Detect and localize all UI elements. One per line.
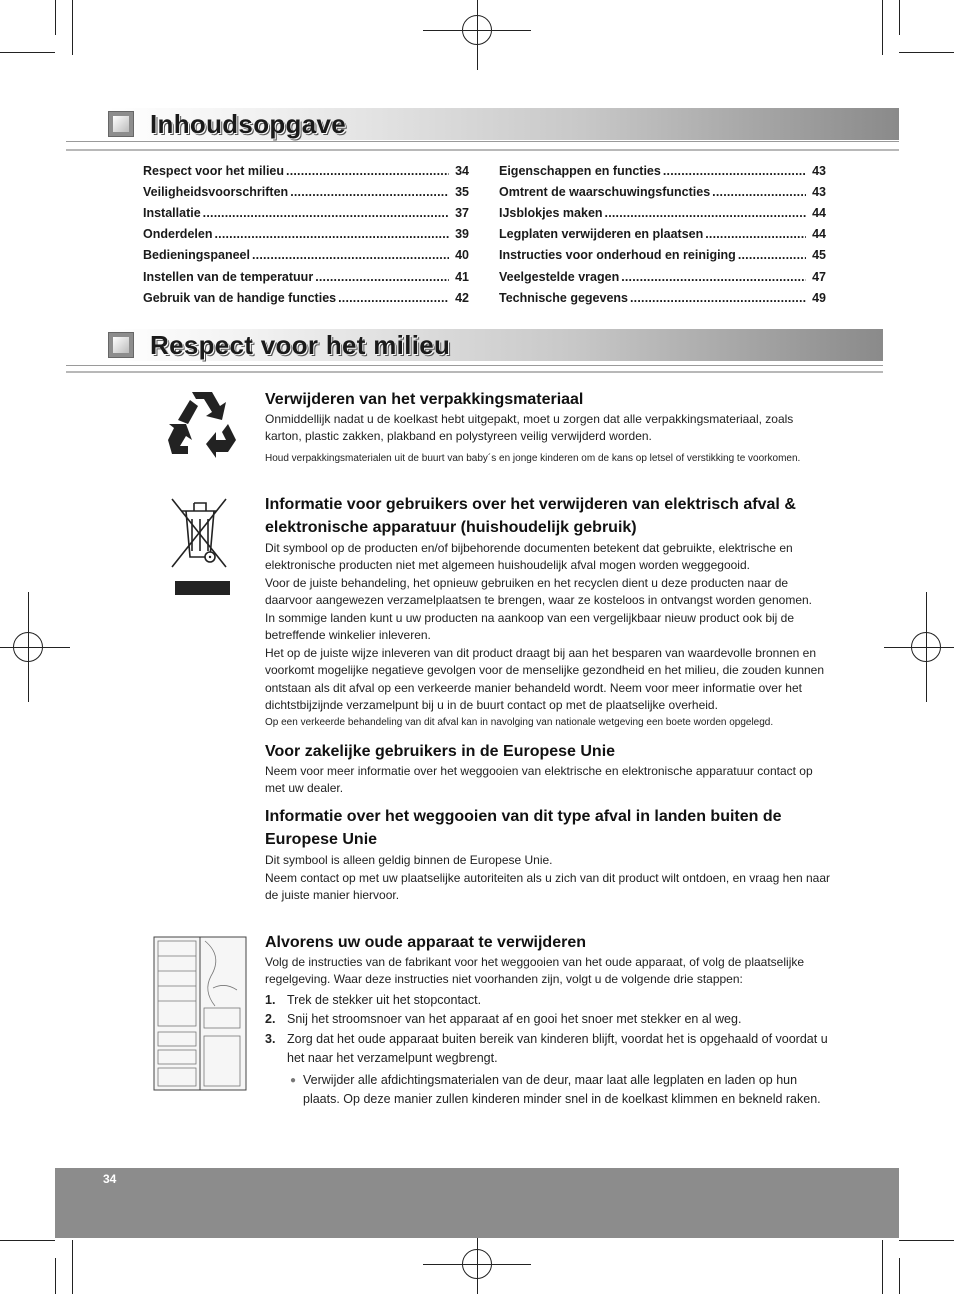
- packaging-heading: Verwijderen van het verpakkingsmateriaal: [265, 391, 584, 408]
- toc-item[interactable]: Eigenschappen en functies ..... 43: [499, 164, 826, 184]
- weee-paragraph: Voor de juiste behandeling, het opnieuw gebruiken en het recyclen dient u deze producten naar de daarvoor aangewezen verzamelplaatsen te brengen, waar ze kosteloos in ontvangst worden genomen.: [265, 576, 813, 608]
- header-square-icon: [108, 332, 134, 358]
- toc-item[interactable]: Instructies voor onderhoud en reiniging ..... 45: [499, 248, 826, 268]
- bullet-item: ● Verwijder alle afdichtingsmaterialen van de deur, maar laat alle legplaten en laden op hun plaats. Op deze manier zullen kinderen minder snel in de koelkast klimmen en bekneld raken.: [290, 1071, 830, 1109]
- weee-paragraph: In sommige landen kunt u uw producten na aankoop van een vergelijkbaar nieuw product ook bij de betreffende winkelier inleveren.: [265, 611, 795, 643]
- toc-item[interactable]: Legplaten verwijderen en plaatsen ..... 44: [499, 227, 826, 247]
- footer-bar: [55, 1168, 899, 1238]
- toc-item[interactable]: Onderdelen ..... 39: [143, 227, 469, 247]
- toc-item[interactable]: Veelgestelde vragen ..... 47: [499, 270, 826, 290]
- bullet-icon: ●: [290, 1075, 297, 1086]
- weee-paragraph: Dit symbool op de producten en/of bijbehorende documenten betekent dat gebruikte, elektrische en elektronische producten niet met algemeen huishoudelijk afval mogen worden weggegooid.: [265, 541, 793, 573]
- toc-item[interactable]: IJsblokjes maken ..... 44: [499, 206, 826, 226]
- outside-eu-heading: Informatie over het weggooien van dit type afval in landen buiten de Europese Unie: [265, 808, 782, 848]
- old-appliance-intro: Volg de instructies van de fabrikant voor het weggooien van het oude apparaat, of volg de plaatselijke regelgeving. Waar deze instructies niet voorhanden zijn, volgt u de volgende drie stappen:: [265, 955, 805, 987]
- weee-heading: Informatie voor gebruikers over het verwijderen van elektrisch afval & elektronische apparatuur (huishoudelijk gebruik): [265, 496, 796, 536]
- outside-eu-paragraph: Dit symbool is alleen geldig binnen de Europese Unie.: [265, 853, 553, 867]
- crossed-bin-icon: [168, 495, 230, 597]
- env-header-bar: [108, 329, 883, 361]
- outside-eu-paragraph: Neem contact op met uw plaatselijke autoriteiten als u zich van dit product wilt ontdoen, en vraag hen naar de juiste manier hiervoor.: [265, 871, 830, 903]
- toc-header-bar: [108, 108, 899, 140]
- toc-item[interactable]: Instellen van de temperatuur ..... 41: [143, 270, 469, 290]
- packaging-text: Onmiddellijk nadat u de koelkast hebt uitgepakt, moet u zorgen dat alle verpakkingsmateriaal, zoals karton, plastic zakken, plakband en polystyreen veilig verwijderd worden.: [265, 412, 794, 444]
- step-item: 2. Snij het stroomsnoer van het apparaat af en gooi het snoer met stekker en al weg.: [265, 1012, 742, 1026]
- toc-item[interactable]: Bedieningspaneel ..... 40: [143, 248, 469, 268]
- toc-item[interactable]: Technische gegevens ..... 49: [499, 291, 826, 311]
- old-appliance-heading: Alvorens uw oude apparaat te verwijderen: [265, 934, 586, 951]
- business-text: Neem voor meer informatie over het weggooien van elektrische en elektronische apparatuur contact op met uw dealer.: [265, 764, 813, 796]
- step-item: 3. Zorg dat het oude apparaat buiten bereik van kinderen blijft, voordat het is opgehaald of voordat u het naar het verzamelpunt wegbrengt.: [265, 1032, 828, 1065]
- business-heading: Voor zakelijke gebruikers in de Europese Unie: [265, 743, 616, 760]
- toc-item[interactable]: Respect voor het milieu ..... 34: [143, 164, 469, 184]
- header-square-icon: [108, 111, 134, 137]
- recycle-icon: [166, 388, 238, 458]
- toc-item[interactable]: Veiligheidsvoorschriften ..... 35: [143, 185, 469, 205]
- toc-item[interactable]: Gebruik van de handige functies ..... 42: [143, 291, 469, 311]
- toc-item[interactable]: Installatie ..... 37: [143, 206, 469, 226]
- fridge-icon: [153, 936, 247, 1092]
- env-title: Respect voor het milieu: [150, 330, 451, 360]
- page-number: 34: [103, 1172, 117, 1186]
- toc-item[interactable]: Omtrent de waarschuwingsfuncties ..... 43: [499, 185, 826, 205]
- packaging-note: Houd verpakkingsmaterialen uit de buurt van baby´s en jonge kinderen om de kans op letsel of verstikking te voorkomen.: [265, 453, 801, 464]
- weee-note: Op een verkeerde behandeling van dit afval kan in navolging van nationale wetgeving een boete worden opgelegd.: [265, 717, 774, 728]
- weee-paragraph: Het op de juiste wijze inleveren van dit product draagt bij aan het besparen van waardevolle bronnen en voorkomt mogelijke negatieve gevolgen voor de menselijke gezondheid en het milieu, die zouden kunnen ontstaan als dit afval op een verkeerde manier behandeld wordt. Neem voor meer informatie over het dichtstbijzijnde verzamelpunt bij u in de buurt contact op met de plaatselijke overheid.: [265, 646, 825, 713]
- step-item: 1. Trek de stekker uit het stopcontact.: [265, 993, 482, 1007]
- toc-title: Inhoudsopgave: [150, 109, 347, 139]
